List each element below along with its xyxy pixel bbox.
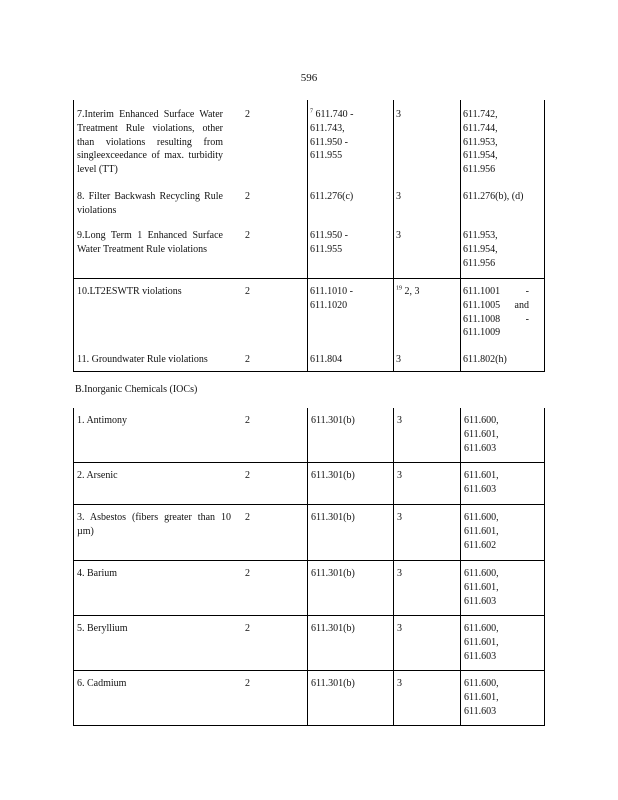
table-cell-value: 611.804 xyxy=(310,354,343,365)
table-row xyxy=(73,408,545,463)
table-cell-value: 2 xyxy=(245,286,250,297)
table-cell-value: 611.601, 611.603 xyxy=(460,463,546,504)
table-cell-value: 2 xyxy=(245,512,250,523)
table-row xyxy=(73,561,545,616)
table-cell-value: 611.600, 611.601, 611.603 xyxy=(460,616,546,670)
table-cell-value: 611.1001 - 611.1005 and 611.1008 - 611.1009 xyxy=(463,286,529,339)
table-cell-value: 611.276(c) xyxy=(310,191,354,202)
table-cell-value: 611.600, 611.601, 611.603 xyxy=(460,561,546,615)
table-cell-value: 611.301(b) xyxy=(307,561,393,615)
table-row xyxy=(73,616,545,671)
table-cell-text: 611.740 - 611.743, 611.950 - 611.955 xyxy=(310,109,354,162)
table-cell-desc: 2. Arsenic xyxy=(77,470,118,481)
table-cell-value: 2 xyxy=(245,623,250,634)
table-cell-value: 611.276(b), (d) xyxy=(463,191,524,202)
table-cell-value: 611.742, 611.744, 611.953, 611.954, 611.956 xyxy=(463,109,498,176)
table-cell-value: 2 xyxy=(245,191,250,202)
table-row xyxy=(73,505,545,561)
ioc-table xyxy=(73,408,545,726)
table-cell-value: 2 xyxy=(245,109,250,120)
table-cell-value: 611.802(h) xyxy=(463,354,507,365)
table-cell-value: 611.301(b) xyxy=(307,408,393,462)
table-cell-value: 2 xyxy=(245,415,250,426)
table-cell-value: 2 xyxy=(245,678,250,689)
table-cell-value: 611.301(b) xyxy=(307,505,393,560)
table-cell-text: 2, 3 xyxy=(404,286,420,297)
table-cell-value xyxy=(396,285,420,299)
table-cell-value: 3 xyxy=(396,191,401,202)
table-cell-value: 3 xyxy=(396,354,401,365)
table-cell-desc: 7.Interim Enhanced Surface Water Treatment Rule violations, other than violations resulting from singleexceedance of max. turbidity level (TT) xyxy=(77,109,223,176)
table-cell-value: 611.600, 611.601, 611.603 xyxy=(460,671,546,725)
table-cell-value: 3 xyxy=(393,671,460,725)
table-cell-value: 2 xyxy=(245,470,250,481)
table-cell-value: 3 xyxy=(393,505,460,560)
table-cell-value: 611.600, 611.601, 611.602 xyxy=(460,505,546,560)
table-row xyxy=(73,463,545,505)
footnote-marker: 7 xyxy=(310,108,313,115)
table-cell-value: 611.1010 - 611.1020 xyxy=(310,286,353,311)
table-cell-value: 2 xyxy=(245,354,250,365)
table-cell-desc: 5. Beryllium xyxy=(77,623,128,634)
table-cell-desc: 4. Barium xyxy=(77,568,117,579)
table-cell-desc: 8. Filter Backwash Recycling Rule violations xyxy=(77,191,223,216)
table-cell-desc: 3. Asbestos (fibers greater than 10 µm) xyxy=(77,512,231,537)
table-cell-desc: 9.Long Term 1 Enhanced Surface Water Treatment Rule violations xyxy=(77,230,223,255)
table-block-rows-7-9 xyxy=(73,100,545,278)
table-cell-desc: 1. Antimony xyxy=(77,415,128,426)
table-cell-value: 3 xyxy=(393,408,460,462)
table-cell-value: 611.953, 611.954, 611.956 xyxy=(463,230,498,269)
table-block-rows-10-11 xyxy=(73,278,545,372)
table-cell-value: 3 xyxy=(396,230,401,241)
table-cell-value: 2 xyxy=(245,568,250,579)
regulations-table-upper xyxy=(73,100,545,372)
table-cell-value: 611.600, 611.601, 611.603 xyxy=(460,408,546,462)
table-cell-value: 2 xyxy=(245,230,250,241)
table-row xyxy=(73,671,545,726)
table-cell-value: 3 xyxy=(393,463,460,504)
table-cell-desc: 6. Cadmium xyxy=(77,678,127,689)
table-cell-desc: 10.LT2ESWTR violations xyxy=(77,286,182,297)
table-cell-value: 3 xyxy=(393,616,460,670)
page-number: 596 xyxy=(300,72,318,84)
table-cell-value: 3 xyxy=(396,109,401,120)
table-cell-value xyxy=(310,108,370,163)
table-cell-value: 611.301(b) xyxy=(307,671,393,725)
section-heading: B.Inorganic Chemicals (IOCs) xyxy=(75,384,198,395)
table-cell-value: 611.301(b) xyxy=(307,616,393,670)
table-cell-value: 611.950 - 611.955 xyxy=(310,230,348,255)
table-cell-desc: 11. Groundwater Rule violations xyxy=(77,354,208,365)
table-cell-value: 611.301(b) xyxy=(307,463,393,504)
table-cell-value: 3 xyxy=(393,561,460,615)
footnote-marker: 19 xyxy=(396,285,402,292)
